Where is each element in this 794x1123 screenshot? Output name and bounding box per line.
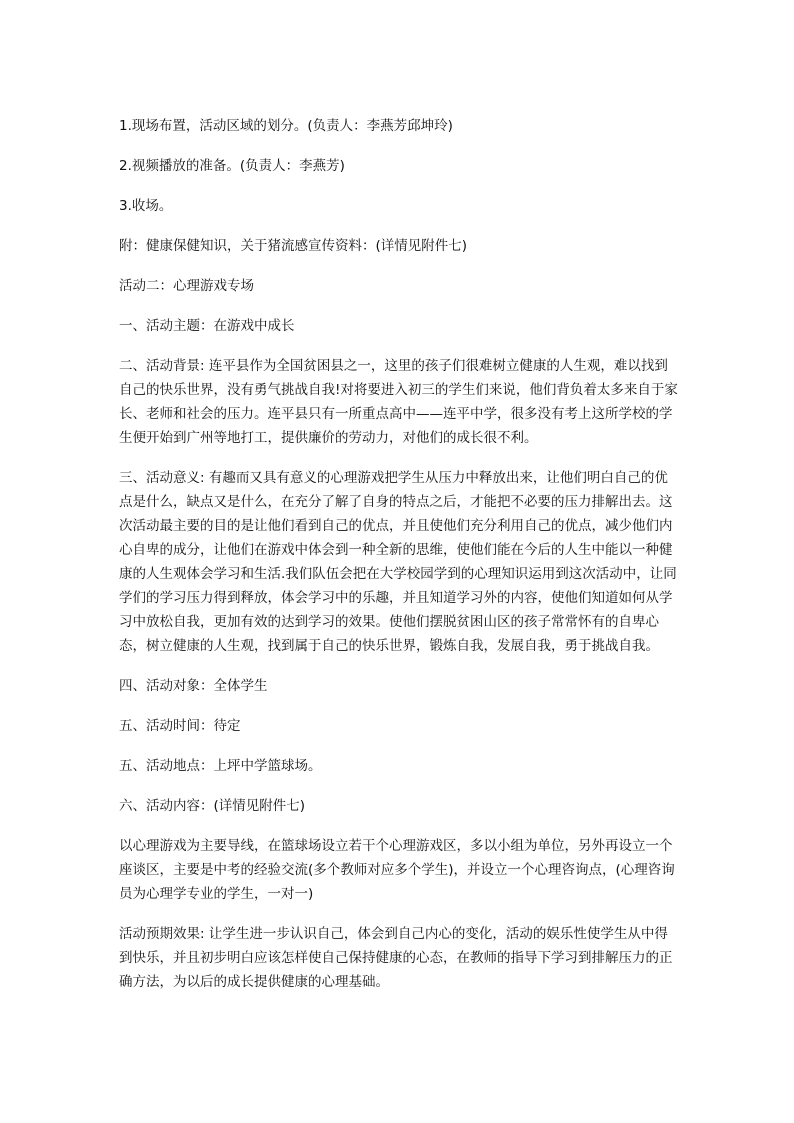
paragraph-13: 以心理游戏为主要导线，在篮球场设立若干个心理游戏区，多以小组为单位，另外再设立一个座谈区，主要是中考的经验交流(多个教师对应多个学生)，并设立一个心理咨询点，(心理咨询员为心理学专业的学生，一对一) — [119, 838, 675, 902]
paragraph-11: 五、活动地点：上坪中学篮球场。 — [119, 758, 322, 774]
paragraph-1: 1.现场布置，活动区域的划分。(负责人：李燕芳邱坤玲) — [119, 118, 453, 134]
paragraph-8: 三、活动意义: 有趣而又具有意义的心理游戏把学生从压力中释放出来，让他们明白自己的优点是什么，缺点又是什么，在充分了解了自身的特点之后，才能把不必要的压力排解出去。这次活动最主要的目的是让他们看到自己的优点，并且使他们充分利用自己的优点，减少他们内心自卑的成分，让他们在游戏中体会到一种全新的思维，使他们能在今后的人生中能以一种健康的人生观体会学习和生活.我们队伍会把在大学校园学到的心理知识运用到这次活动中，让同学们的学习压力得到释放，体会学习中的乐趣，并且知道学习外的内容，使他们知道如何从学习中放松自我，更加有效的达到学习的效果。使他们摆脱贫困山区的孩子常常怀有的自卑心态，树立健康的人生观，找到属于自己的快乐世界，锻炼自我，发展自我，勇于挑战自我。 — [119, 470, 677, 654]
paragraph-12: 六、活动内容：(详情见附件七) — [119, 798, 306, 814]
paragraph-6: 一、活动主题：在游戏中成长 — [119, 318, 295, 334]
paragraph-7: 二、活动背景: 连平县作为全国贫困县之一，这里的孩子们很难树立健康的人生观，难以找到自己的快乐世界，没有勇气挑战自我!对将要进入初三的学生们来说，他们背负着太多来自于家长、老师和社会的压力。连平县只有一所重点高中——连平中学，很多没有考上这所学校的学生便开始到广州等地打工，提供廉价的劳动力，对他们的成长很不利。 — [119, 358, 678, 446]
paragraph-14: 活动预期效果: 让学生进一步认识自己，体会到自己内心的变化，活动的娱乐性使学生从中得到快乐，并且初步明白应该怎样使自己保持健康的心态，在教师的指导下学习到排解压力的正确方法，为以后的成长提供健康的心理基础。 — [119, 926, 673, 990]
paragraph-3: 3.收场。 — [119, 198, 173, 214]
paragraph-10: 五、活动时间：待定 — [119, 718, 241, 734]
paragraph-5: 活动二：心理游戏专场 — [119, 278, 254, 294]
document-body — [119, 114, 679, 994]
paragraph-4: 附：健康保健知识，关于猪流感宣传资料：(详情见附件七) — [119, 238, 468, 254]
paragraph-2: 2.视频播放的准备。(负责人：李燕芳) — [119, 158, 345, 174]
paragraph-9: 四、活动对象：全体学生 — [119, 678, 268, 694]
